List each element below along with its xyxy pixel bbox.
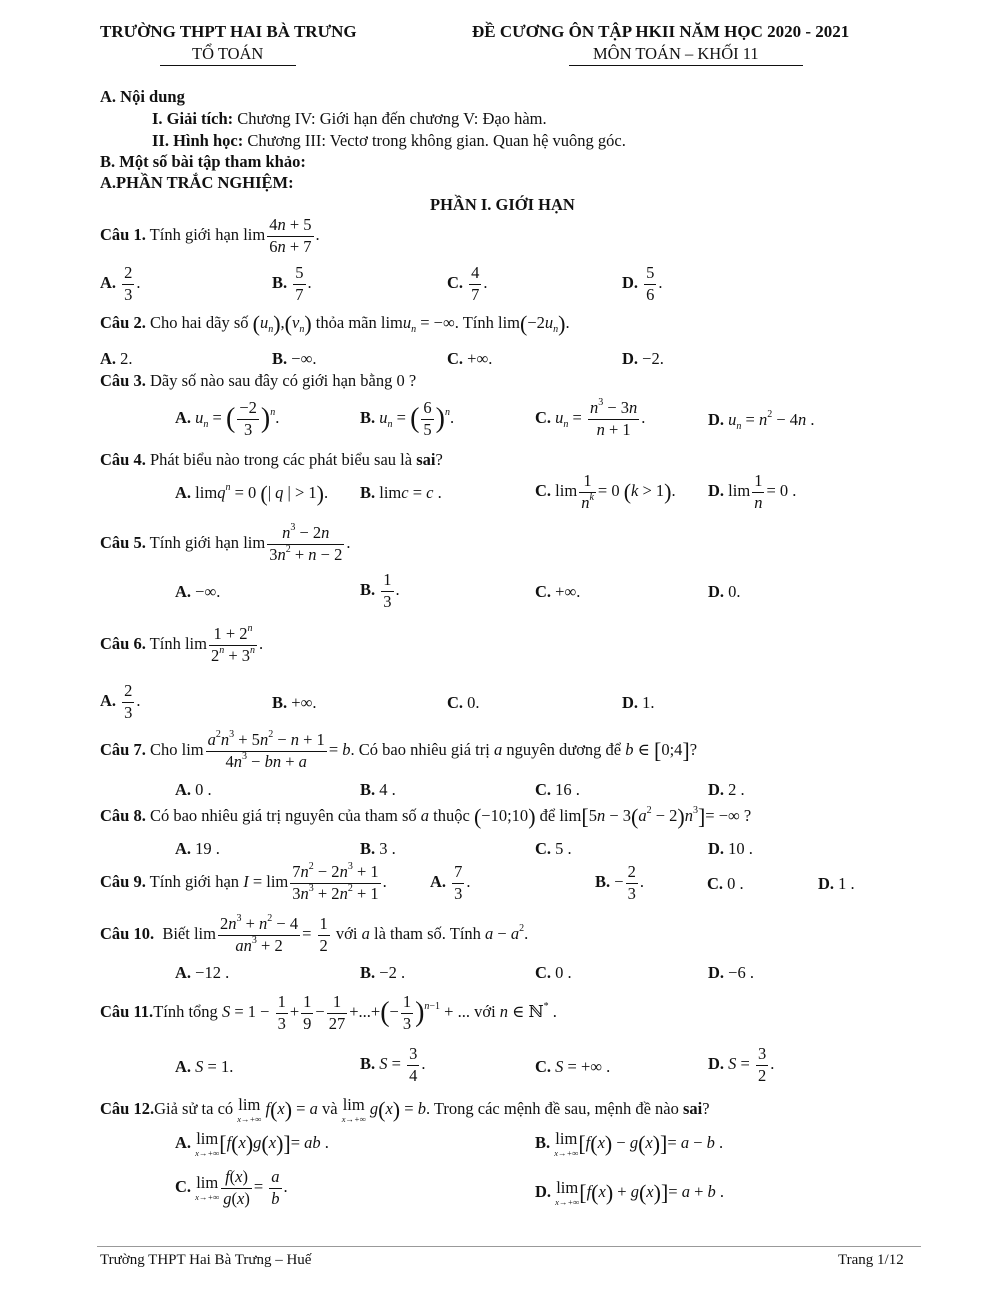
footer-school: Trường THPT Hai Bà Trưng – Huế [100, 1252, 312, 1268]
q10-option-a[interactable]: A. −12 . [175, 963, 230, 982]
q5-option-a[interactable]: A. −∞. [175, 582, 221, 601]
q8-option-d[interactable]: D. 10 . [708, 839, 753, 858]
section-title: PHẦN I. GIỚI HẠN [430, 195, 575, 214]
q4-option-d[interactable]: D. lim $\frac{1}{n}$ = 0 . [708, 471, 797, 512]
q8-option-c[interactable]: C. 5 . [535, 839, 572, 858]
q2-option-b[interactable]: B. −∞. [272, 349, 317, 368]
question-1: Câu 1. Tính giới hạn lim $\frac{4n + 5}{6n + 7}$ . [100, 215, 320, 256]
q11-option-a[interactable]: A. S = 1. [175, 1057, 234, 1076]
q6-option-a[interactable]: A. $\frac{2}{3}$ . [100, 681, 141, 722]
q12-option-d[interactable]: D. lim x→+∞ [f(x) + g(x)]= a + b . [535, 1178, 725, 1207]
q1-option-c[interactable]: C. $\frac{4}{7}$ . [447, 263, 488, 304]
q12-option-a[interactable]: A. lim x→+∞ [f(x)g(x)]= ab . [175, 1129, 329, 1158]
q1-option-d[interactable]: D. $\frac{5}{6}$ . [622, 263, 663, 304]
q9-option-c[interactable]: C. 0 . [707, 874, 744, 893]
subject-underline [569, 65, 803, 66]
page-number: Trang 1/12 [838, 1252, 904, 1268]
q2-option-c[interactable]: C. +∞. [447, 349, 493, 368]
dept-underline [160, 65, 296, 66]
q11-option-c[interactable]: C. S = +∞ . [535, 1057, 611, 1076]
q7-option-d[interactable]: D. 2 . [708, 780, 745, 799]
exercises-heading: B. Một số bài tập tham khảo: [100, 152, 306, 171]
q10-option-b[interactable]: B. −2 . [360, 963, 406, 982]
q5-option-d[interactable]: D. 0. [708, 582, 741, 601]
q6-option-d[interactable]: D. 1. [622, 693, 655, 712]
question-9: Câu 9. Tính giới hạn I = lim $\frac{7n^2 - 2n^3 + 1}{3n^3 + 2n^2 + 1}$ . [100, 861, 387, 903]
q3-option-b[interactable]: B. $u_n$ = ( $\frac{6}{5}$ )$^n$. [360, 398, 455, 439]
question-6: Câu 6. Tính lim $\frac{1 + 2^n}{2^n + 3^n}$ . [100, 623, 264, 665]
q7-option-b[interactable]: B. 4 . [360, 780, 396, 799]
q4-option-c[interactable]: C. lim $\frac{1}{n^k}$ = 0 (k > 1). [535, 471, 676, 512]
question-3: Câu 3. Dãy số nào sau đây có giới hạn bằng 0 ? [100, 371, 417, 390]
question-11: Câu 11.Tính tổng S = 1 − $\frac{1}{3}$ + $\frac{1}{9}$ − $\frac{1}{27}$ +...+(− $\frac{1}{3}$ )$^{n-1}$ + ... với n ∈ ℕ* . [100, 992, 557, 1033]
q6-option-b[interactable]: B. +∞. [272, 693, 317, 712]
multiple-choice-heading: A.PHẦN TRẮC NGHIỆM: [100, 173, 294, 192]
q1-option-a[interactable]: A. $\frac{2}{3}$ . [100, 263, 141, 304]
q12-option-b[interactable]: B. lim x→+∞ [f(x) − g(x)]= a − b . [535, 1129, 724, 1158]
question-5: Câu 5. Tính giới hạn lim $\frac{n^3 - 2n}{3n^2 + n - 2}$ . [100, 522, 351, 564]
q9-option-a[interactable]: A. $\frac{7}{3}$ . [430, 862, 471, 903]
geometry-line: II. Hình học: Chương III: Vectơ trong không gian. Quan hệ vuông góc. [152, 131, 626, 150]
question-2: Câu 2. Cho hai dãy số $(u_n),(v_n)$ thỏa mãn limu$_n$ = −∞. Tính $\lim(-2u_n)$. [100, 311, 570, 337]
analysis-line: I. Giải tích: Chương IV: Giới hạn đến chương V: Đạo hàm. [152, 109, 547, 128]
q3-option-d[interactable]: D. $u_n = n^2 - 4n$ . [708, 409, 815, 432]
q10-option-c[interactable]: C. 0 . [535, 963, 572, 982]
q8-option-b[interactable]: B. 3 . [360, 839, 396, 858]
footer-rule [97, 1246, 921, 1247]
content-heading: A. Nội dung [100, 87, 185, 106]
document-title: ĐỀ CƯƠNG ÔN TẬP HKII NĂM HỌC 2020 - 2021 [472, 22, 850, 41]
q6-option-c[interactable]: C. 0. [447, 693, 480, 712]
q8-option-a[interactable]: A. 19 . [175, 839, 220, 858]
question-10: Câu 10. Biết lim $\frac{2n^3 + n^2 - 4}{an^3 + 2}$ = $\frac{1}{2}$ với a là tham số. Tính $a - a^2$. [100, 913, 529, 955]
question-4: Câu 4. Phát biểu nào trong các phát biểu sau là sai? [100, 450, 443, 469]
question-7: Câu 7. Cho lim $\frac{a^2n^3 + 5n^2 - n + 1}{4n^3 - bn + a}$ = b. Có bao nhiêu giá trị a nguyên dương để b ∈ [0;4]? [100, 729, 698, 771]
q4-option-b[interactable]: B. limc = c . [360, 483, 442, 502]
q1-option-b[interactable]: B. $\frac{5}{7}$ . [272, 263, 312, 304]
subject-line: MÔN TOÁN – KHỐI 11 [593, 44, 759, 63]
q11-option-b[interactable]: B. S = $\frac{3}{4}$ . [360, 1044, 426, 1085]
q12-option-c[interactable]: C. lim x→+∞ $\frac{f(x)}{g(x)}$ = $\frac{a}{b}$ . [175, 1167, 288, 1208]
q5-option-c[interactable]: C. +∞. [535, 582, 581, 601]
q9-option-d[interactable]: D. 1 . [818, 874, 855, 893]
question-8: Câu 8. Có bao nhiêu giá trị nguyên của tham số a thuộc (−10;10) để $\lim[5n - 3(a^2 - 2)n^3]=$ −∞ ? [100, 804, 752, 830]
question-12: Câu 12.Giả sử ta có lim x→+∞ f(x) = a và lim x→+∞ g(x) = b. Trong các mệnh đề sau, mệnh đề nào sai? [100, 1095, 710, 1124]
q9-option-b[interactable]: B. − $\frac{2}{3}$ . [595, 862, 644, 903]
q7-option-c[interactable]: C. 16 . [535, 780, 580, 799]
q2-option-d[interactable]: D. −2. [622, 349, 664, 368]
q7-option-a[interactable]: A. 0 . [175, 780, 212, 799]
school-name: TRƯỜNG THPT HAI BÀ TRƯNG [100, 22, 357, 41]
q3-option-c[interactable]: C. $u_n$ = $\frac{n^3 - 3n}{n + 1}$ . [535, 397, 646, 439]
q10-option-d[interactable]: D. −6 . [708, 963, 754, 982]
department-name: TỔ TOÁN [192, 44, 264, 63]
q4-option-a[interactable]: A. limq$^n$ = 0 (| q | > 1). [175, 481, 329, 507]
q3-option-a[interactable]: A. $u_n$ = ( $\frac{-2}{3}$ )$^n$. [175, 398, 280, 439]
q2-option-a[interactable]: A. 2. [100, 349, 133, 368]
q11-option-d[interactable]: D. S = $\frac{3}{2}$ . [708, 1044, 775, 1085]
q5-option-b[interactable]: B. $\frac{1}{3}$ . [360, 570, 400, 611]
